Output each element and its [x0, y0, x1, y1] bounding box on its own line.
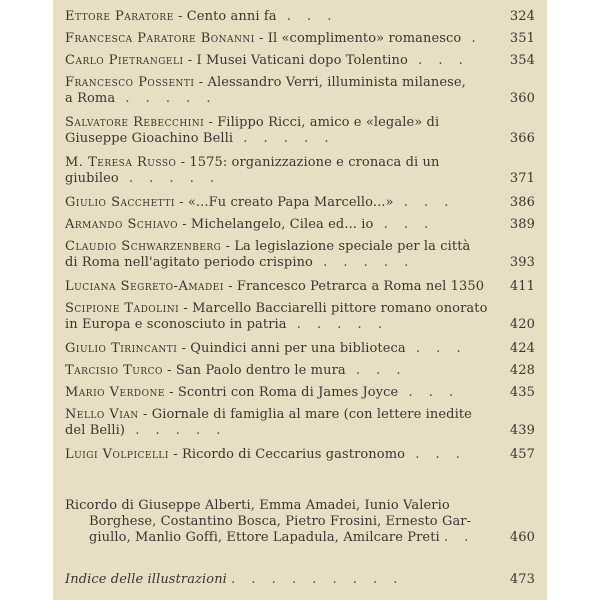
- index-entry: [53, 239, 547, 271]
- entry-title: Giornale di famiglia al mare (con lettere inedite: [151, 407, 472, 422]
- entry-page-number: 420: [509, 317, 535, 332]
- dot-leader: . . . . .: [233, 131, 335, 146]
- entry-author: Luigi Volpicelli: [65, 447, 169, 462]
- index-entry: [53, 195, 547, 211]
- entry-author: Salvatore Rebecchini: [65, 115, 205, 130]
- entry-author: Claudio Schwarzenberg: [65, 239, 222, 254]
- dot-leader: . . .: [405, 447, 466, 462]
- entry-page-number: 360: [509, 91, 535, 106]
- group-line-2: Borghese, Costantino Bosca, Pietro Frosini, Ernesto Gar-: [89, 514, 472, 529]
- dot-leader: . . . . .: [118, 171, 221, 186]
- entry-author: Carlo Pietrangeli: [65, 53, 184, 68]
- entry-separator: -: [194, 75, 208, 90]
- entry-first-line: [65, 239, 497, 255]
- entry-title: San Paolo dentro le mura: [175, 363, 346, 378]
- entry-author: Francesca Paratore Bonanni: [65, 31, 255, 46]
- entry-author: Luciana Segreto-Amadei: [65, 279, 224, 294]
- entry-separator: -: [177, 217, 191, 232]
- index-entry: [53, 279, 547, 295]
- entry-continuation: [65, 91, 497, 107]
- entry-author: Nello Vian: [65, 407, 139, 422]
- entry-title: Cento anni fa: [186, 9, 277, 24]
- entry-continuation: [65, 255, 497, 271]
- group-memorial-entry: [53, 498, 547, 546]
- dot-leader: . . . . .: [286, 317, 388, 332]
- dot-leader: . . .: [276, 9, 338, 24]
- entry-title: Filippo Ricci, amico e «legale» di: [217, 115, 440, 130]
- entry-page-number: 371: [509, 171, 535, 186]
- entry-first-line: [65, 195, 497, 211]
- dot-leader: . . .: [345, 363, 407, 378]
- entry-author: Giulio Sacchetti: [65, 195, 175, 210]
- entry-first-line: [65, 407, 497, 423]
- index-entry: [53, 115, 547, 147]
- entry-first-line: [65, 53, 497, 69]
- dot-leader: . . .: [407, 53, 469, 68]
- entry-title-continued: del Belli): [65, 423, 126, 438]
- entry-first-line: [65, 341, 497, 357]
- entry-separator: -: [168, 447, 182, 462]
- group-line-1: Ricordo di Giuseppe Alberti, Emma Amadei, Iunio Valerio: [65, 498, 450, 513]
- entry-title-continued: di Roma nell'agitato periodo crispino: [65, 255, 313, 270]
- dot-leader: . . .: [393, 195, 455, 210]
- group-page-number: 460: [509, 530, 535, 545]
- entry-title: I Musei Vaticani dopo Tolentino: [196, 53, 408, 68]
- entry-title: La legislazione speciale per la città: [234, 239, 471, 254]
- index-entry: [53, 385, 547, 401]
- entry-first-line: [65, 447, 497, 463]
- entry-title: Francesco Petrarca a Roma nel 1350: [236, 279, 485, 294]
- entry-page-number: 435: [509, 385, 535, 400]
- entry-page-number: 389: [509, 217, 535, 232]
- entry-separator: -: [138, 407, 152, 422]
- entry-author: Scipione Tadolini: [65, 301, 180, 316]
- dot-leader: . . .: [373, 217, 435, 232]
- entry-separator: -: [164, 385, 178, 400]
- entry-first-line: [65, 301, 497, 317]
- index-entry: [53, 53, 547, 69]
- entry-first-line: [65, 217, 497, 233]
- group-line-3: giullo, Manlio Goffi, Ettore Lapadula, Amilcare Preti . .: [89, 530, 475, 545]
- illustrations-line: Indice delle illustrazioni . . . . . . . . .: [65, 572, 404, 587]
- entry-page-number: 457: [509, 447, 535, 462]
- entry-separator: -: [162, 363, 176, 378]
- entry-separator: -: [176, 155, 190, 170]
- entry-author: Mario Verdone: [65, 385, 165, 400]
- entry-author: M. Teresa Russo: [65, 155, 177, 170]
- index-entry: [53, 407, 547, 439]
- entry-page-number: 386: [509, 195, 535, 210]
- entry-page-number: 354: [509, 53, 535, 68]
- entry-separator: -: [179, 301, 193, 316]
- entry-page-number: 428: [509, 363, 535, 378]
- index-entry: [53, 301, 547, 333]
- entry-separator: -: [223, 279, 237, 294]
- entry-author: Tarcisio Turco: [65, 363, 163, 378]
- entry-first-line: [65, 75, 497, 91]
- index-entry: [53, 9, 547, 25]
- entry-title-continued: a Roma: [65, 91, 116, 106]
- entry-first-line: [65, 279, 497, 295]
- entry-separator: -: [204, 115, 218, 130]
- entry-separator: -: [173, 9, 187, 24]
- entry-title: Michelangelo, Cilea ed... io: [190, 217, 374, 232]
- entry-title-continued: in Europa e sconosciuto in patria: [65, 317, 287, 332]
- entry-title: Marcello Bacciarelli pittore romano onorato: [192, 301, 488, 316]
- dot-leader: .: [461, 31, 482, 46]
- entry-continuation: [65, 317, 497, 333]
- entry-title: Il «complimento» romanesco: [267, 31, 462, 46]
- dot-leader: . . . . .: [125, 423, 227, 438]
- entry-page-number: 351: [509, 31, 535, 46]
- entry-separator: -: [221, 239, 235, 254]
- entry-continuation: [65, 171, 497, 187]
- entry-title-continued: Giuseppe Gioachino Belli: [65, 131, 234, 146]
- entry-first-line: [65, 155, 497, 171]
- entry-title: 1575: organizzazione e cronaca di un: [189, 155, 440, 170]
- dot-leader: . . . . .: [312, 255, 415, 270]
- entry-separator: -: [174, 195, 188, 210]
- entry-first-line: [65, 115, 497, 131]
- entry-author: Francesco Possenti: [65, 75, 195, 90]
- index-entry: [53, 75, 547, 107]
- entry-first-line: [65, 31, 497, 47]
- entry-page-number: 393: [509, 255, 535, 270]
- entry-author: Giulio Tirincanti: [65, 341, 178, 356]
- entry-separator: -: [254, 31, 268, 46]
- entry-title: «...Fu creato Papa Marcello...»: [187, 195, 394, 210]
- index-entry: [53, 31, 547, 47]
- illustrations-index-entry: [53, 572, 547, 588]
- index-entry: [53, 341, 547, 357]
- index-entry: [53, 447, 547, 463]
- entry-page-number: 424: [509, 341, 535, 356]
- entry-page-number: 439: [509, 423, 535, 438]
- index-entry: [53, 217, 547, 233]
- entry-continuation: [65, 131, 497, 147]
- entry-separator: -: [183, 53, 197, 68]
- index-page: [53, 0, 547, 600]
- entry-page-number: 324: [509, 9, 535, 24]
- index-entry: [53, 363, 547, 379]
- entry-author: Ettore Paratore: [65, 9, 174, 24]
- entry-title: Quindici anni per una biblioteca: [190, 341, 406, 356]
- entry-continuation: [65, 423, 497, 439]
- entry-first-line: [65, 9, 497, 25]
- dot-leader: . . .: [405, 341, 467, 356]
- entry-separator: -: [177, 341, 191, 356]
- entry-title-continued: giubileo: [65, 171, 119, 186]
- illustrations-page-number: 473: [509, 572, 535, 587]
- dot-leader: . . . . .: [115, 91, 217, 106]
- entry-page-number: 366: [509, 131, 535, 146]
- entry-page-number: 411: [509, 279, 535, 294]
- entry-title: Ricordo di Ceccarius gastronomo: [181, 447, 406, 462]
- index-entry: [53, 155, 547, 187]
- entry-first-line: [65, 363, 497, 379]
- entry-first-line: [65, 385, 497, 401]
- entry-title: Scontri con Roma di James Joyce: [177, 385, 399, 400]
- entry-author: Armando Schiavo: [65, 217, 178, 232]
- entry-title: Alessandro Verri, illuminista milanese,: [207, 75, 466, 90]
- dot-leader: . . .: [398, 385, 460, 400]
